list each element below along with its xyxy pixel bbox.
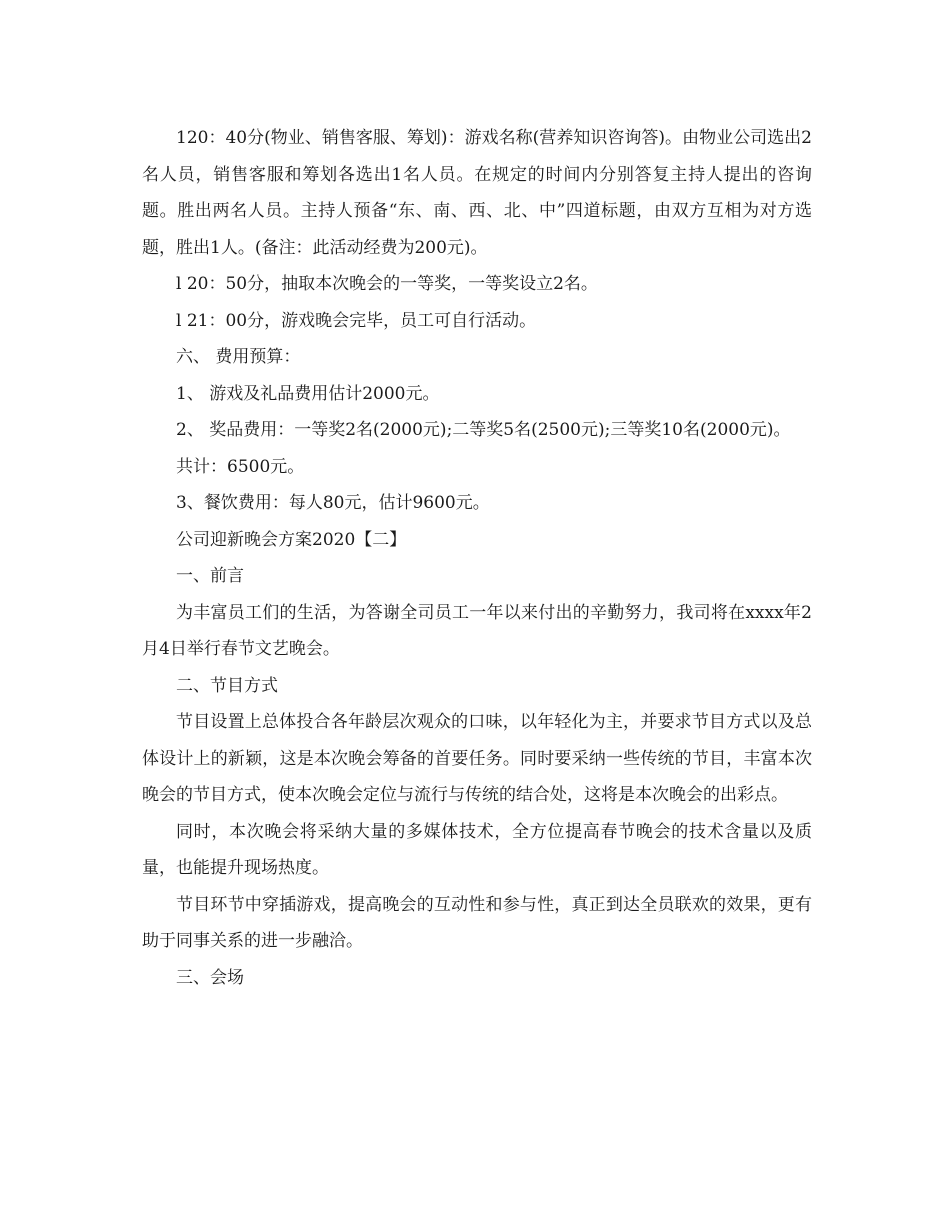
paragraph-game-schedule: 120：40分(物业、销售客服、筹划)：游戏名称(营养知识咨询答)。由物业公司选出2名人员，销售客服和筹划各选出1名人员。在规定的时间内分别答复主持人提出的咨询题。胜出两名人员。主持人预备“东、南、西、北、中”四道标题，由双方互相为对方选题，胜出1人。(备注：此活动经费为200元)。 (142, 128, 812, 258)
heading-venue: 三、会场 (176, 967, 244, 988)
paragraph-first-prize-draw: l 20：50分，抽取本次晚会的一等奖，一等奖设立2名。 (176, 274, 598, 294)
paragraph-party-end: l 21：00分，游戏晚会完毕，员工可自行活动。 (176, 310, 537, 331)
document-body (142, 120, 812, 996)
heading-preface: 一、前言 (176, 566, 244, 586)
paragraph-multimedia: 同时，本次晚会将采纳大量的多媒体技术，全方位提高春节晚会的技术含量以及质量，也能提升现场热度。 (142, 821, 812, 878)
paragraph-catering-cost: 3、餐饮费用：每人80元，估计9600元。 (176, 493, 490, 513)
paragraph-games-interaction: 节目环节中穿插游戏，提高晚会的互动性和参与性，真正到达全员联欢的效果，更有助于同事关系的进一步融洽。 (142, 894, 812, 951)
paragraph-total: 共计：6500元。 (176, 456, 305, 477)
paragraph-game-gift-cost: 1、 游戏及礼品费用估计2000元。 (176, 383, 440, 404)
paragraph-prize-cost: 2、 奖品费用：一等奖2名(2000元);二等奖5名(2500元);三等奖10名(2000元)。 (176, 420, 791, 440)
paragraph-program-design: 节目设置上总体投合各年龄层次观众的口味，以年轻化为主，并要求节目方式以及总体设计上的新颖，这是本次晚会筹备的首要任务。同时要采纳一些传统的节目，丰富本次晚会的节目方式，使本次晚会定位与流行与传统的结合处，这将是本次晚会的出彩点。 (142, 712, 812, 805)
paragraph-preface: 为丰富员工们的生活，为答谢全司员工一年以来付出的辛勤努力，我司将在xxxx年2月4日举行春节文艺晚会。 (142, 602, 812, 659)
heading-program-format: 二、节目方式 (176, 675, 278, 696)
section-title-plan-two: 公司迎新晚会方案2020【二】 (176, 529, 407, 550)
heading-budget: 六、 费用预算： (176, 347, 301, 367)
